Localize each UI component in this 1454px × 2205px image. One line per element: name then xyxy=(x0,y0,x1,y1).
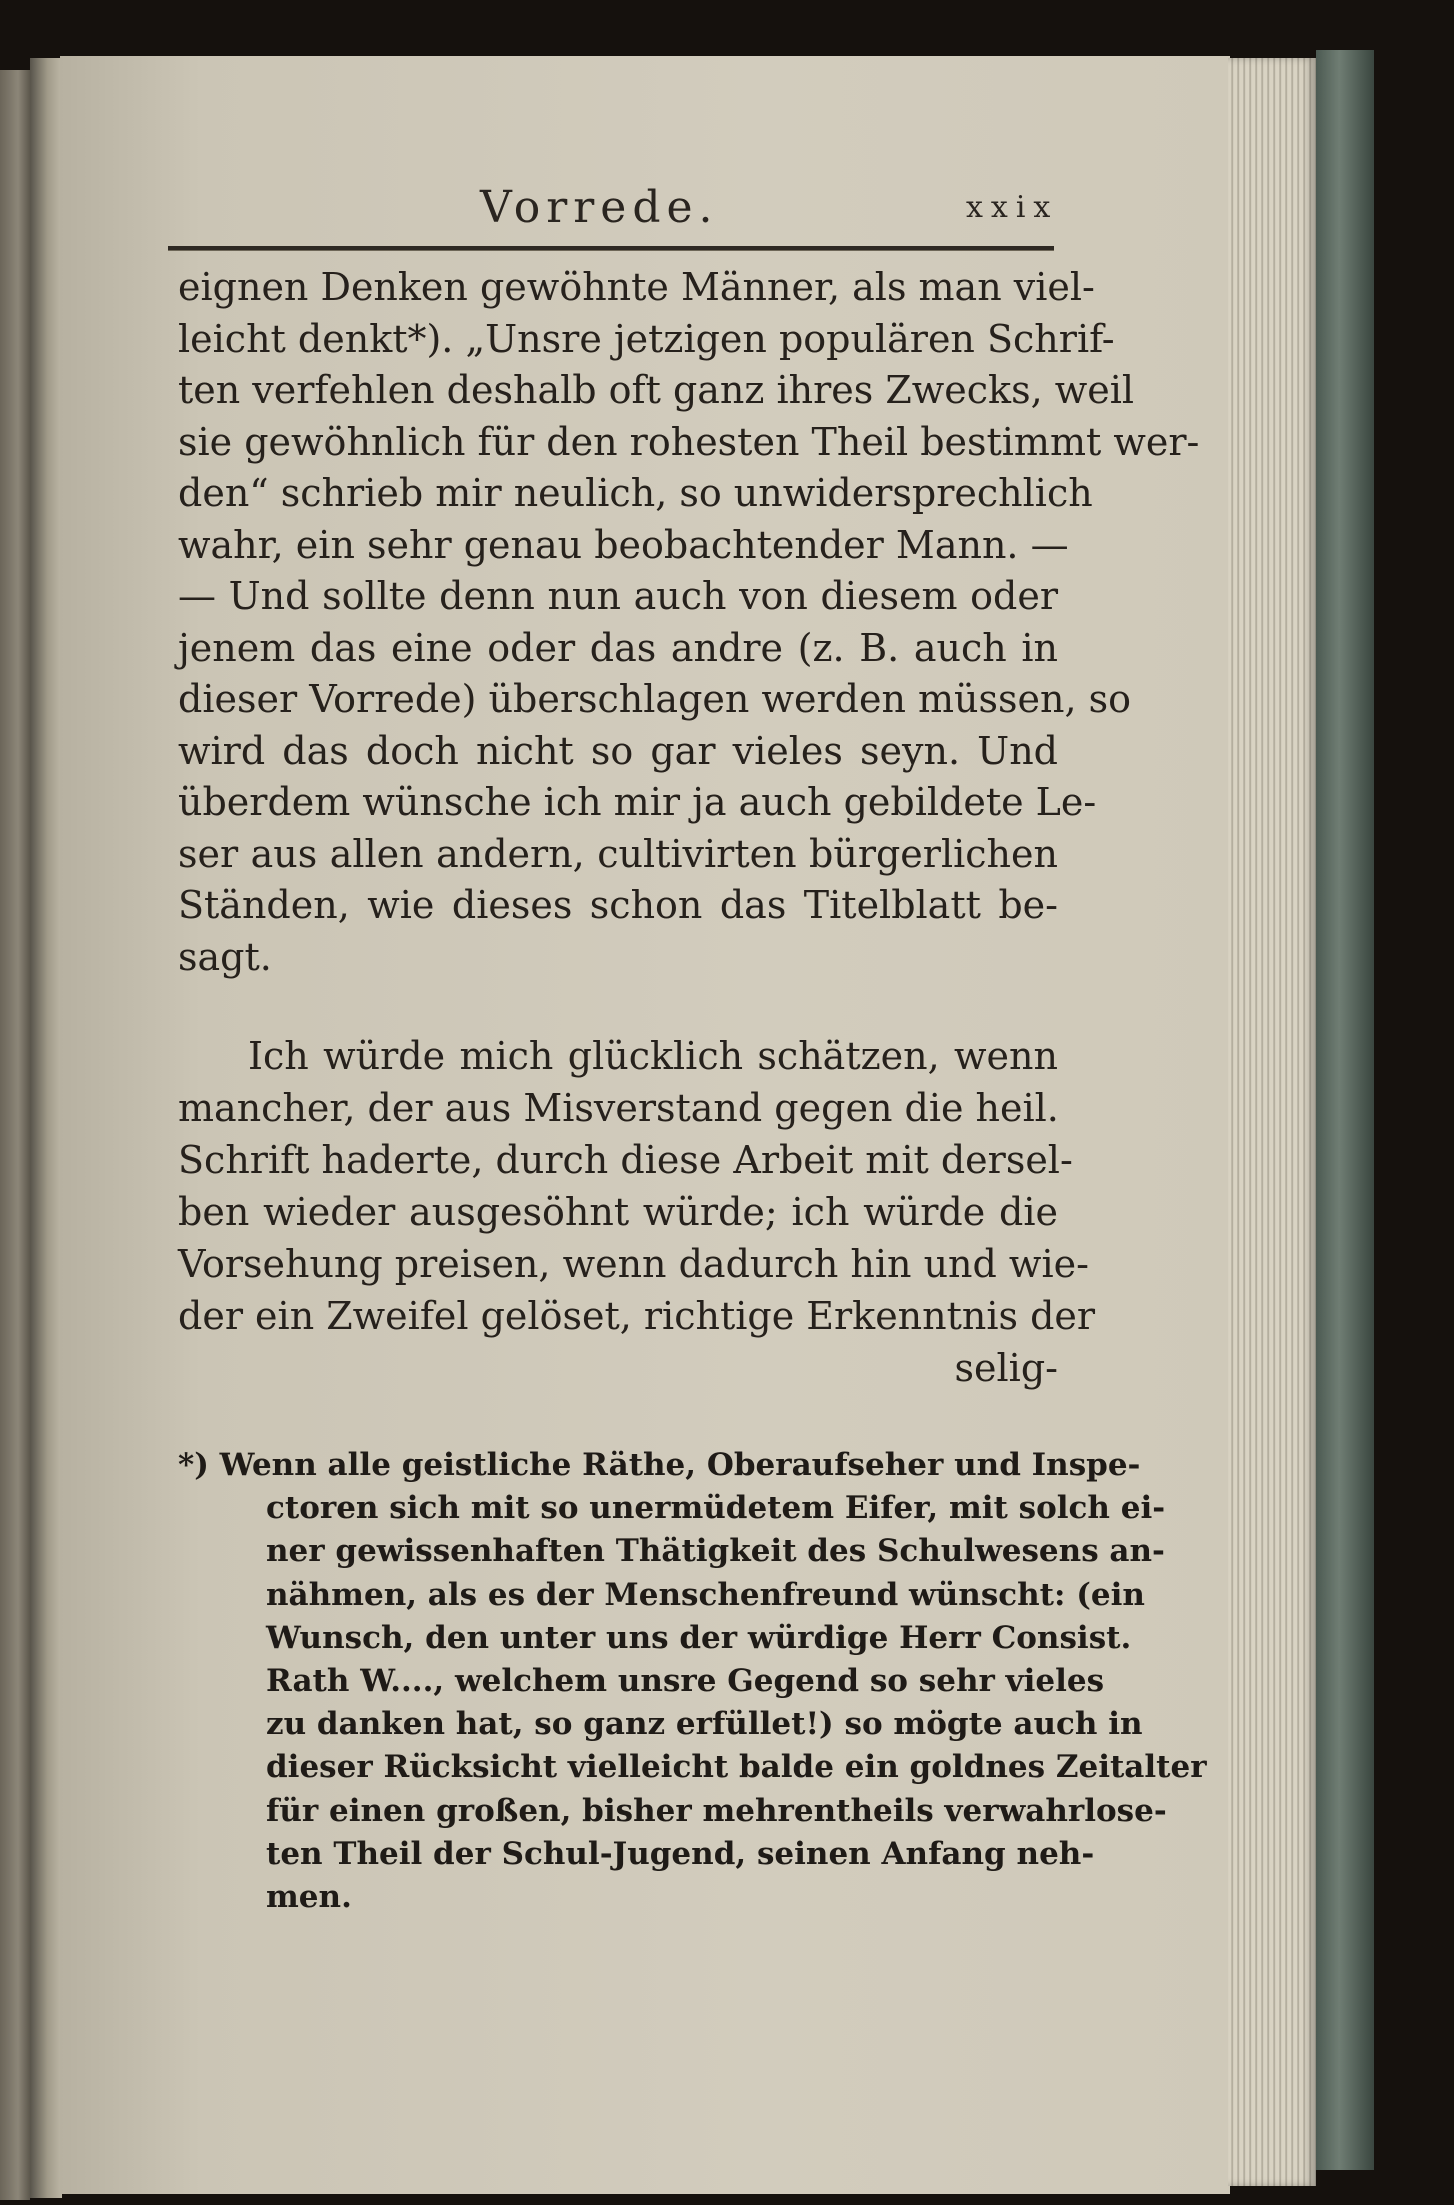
text-line: wird das doch nicht so gar vieles seyn. Und xyxy=(178,728,1058,773)
text-line: Ich würde mich glücklich schätzen, wenn xyxy=(248,1034,1058,1078)
footnote-line: nähmen, als es der Menschenfreund wünscht: (ein xyxy=(266,1576,1145,1613)
text-line: wahr, ein sehr genau beobachtender Mann. — xyxy=(178,522,1069,567)
text-line: ten verfehlen deshalb oft ganz ihres Zwecks, weil xyxy=(178,368,1135,412)
page-number: xxix xyxy=(966,190,1059,225)
page-block-edge xyxy=(1228,58,1316,2186)
paragraph-1 xyxy=(178,262,1200,983)
footnote-line: Wunsch, den unter uns der würdige Herr Consist. xyxy=(266,1619,1132,1656)
footnote-line: *) Wenn alle geistliche Räthe, Oberaufseher und Inspe- xyxy=(178,1447,1141,1483)
facing-page-edge xyxy=(0,70,30,2200)
text-line: ben wieder ausgesöhnt würde; ich würde die xyxy=(178,1190,1058,1234)
running-head-title: Vorrede. xyxy=(480,182,719,233)
book-gutter xyxy=(30,58,62,2198)
footnote-line: ner gewissenhaften Thätigkeit des Schulwesens an- xyxy=(266,1533,1165,1570)
text-line: der ein Zweifel gelöset, richtige Erkenntnis der xyxy=(178,1294,1096,1338)
footnote-line: ten Theil der Schul-Jugend, seinen Anfang neh- xyxy=(266,1835,1095,1872)
text-line: überdem wünsche ich mir ja auch gebildete Le- xyxy=(178,780,1097,824)
text-line: Schrift haderte, durch diese Arbeit mit dersel- xyxy=(178,1138,1073,1182)
text-line: — Und sollte denn nun auch von diesem oder xyxy=(178,574,1058,618)
paragraph-2 xyxy=(178,1030,1096,1394)
footnote-line: zu danken hat, so ganz erfüllet!) so mögte auch in xyxy=(266,1706,1143,1743)
text-line: Ständen, wie dieses schon das Titelblatt be- xyxy=(178,883,1058,927)
text-line: dieser Vorrede) überschlagen werden müssen, so xyxy=(178,677,1132,721)
catchword: selig- xyxy=(954,1346,1058,1390)
header-rule xyxy=(168,246,1054,251)
text-line: jenem das eine oder das andre (z. B. auch in xyxy=(178,625,1058,670)
text-line: sagt. xyxy=(178,934,272,979)
text-line: den“ schrieb mir neulich, so unwidersprechlich xyxy=(178,471,1093,515)
footnote-line: für einen großen, bisher mehrentheils verwahrlose- xyxy=(266,1792,1167,1829)
text-line: sie gewöhnlich für den rohesten Theil bestimmt wer- xyxy=(178,419,1200,464)
text-line: ser aus allen andern, cultivirten bürgerlichen xyxy=(178,831,1058,876)
footnote-line: ctoren sich mit so unermüdetem Eifer, mit solch ei- xyxy=(266,1490,1166,1527)
footnote-line: dieser Rücksicht vielleicht balde ein goldnes Zeitalter xyxy=(266,1749,1207,1786)
text-line: mancher, der aus Misverstand gegen die heil. xyxy=(178,1086,1059,1130)
footnote-line: men. xyxy=(266,1879,352,1916)
footnote-line: Rath W...., welchem unsre Gegend so sehr vieles xyxy=(266,1663,1105,1700)
text-line: eignen Denken gewöhnte Männer, als man viel- xyxy=(178,265,1095,309)
text-line: leicht denkt*). „Unsre jetzigen populären Schrif- xyxy=(178,316,1115,361)
running-head xyxy=(178,182,1078,242)
text-line: Vorsehung preisen, wenn dadurch hin und wie- xyxy=(178,1242,1089,1286)
footnote xyxy=(178,1444,1207,1919)
book-cover-edge xyxy=(1316,50,1374,2170)
